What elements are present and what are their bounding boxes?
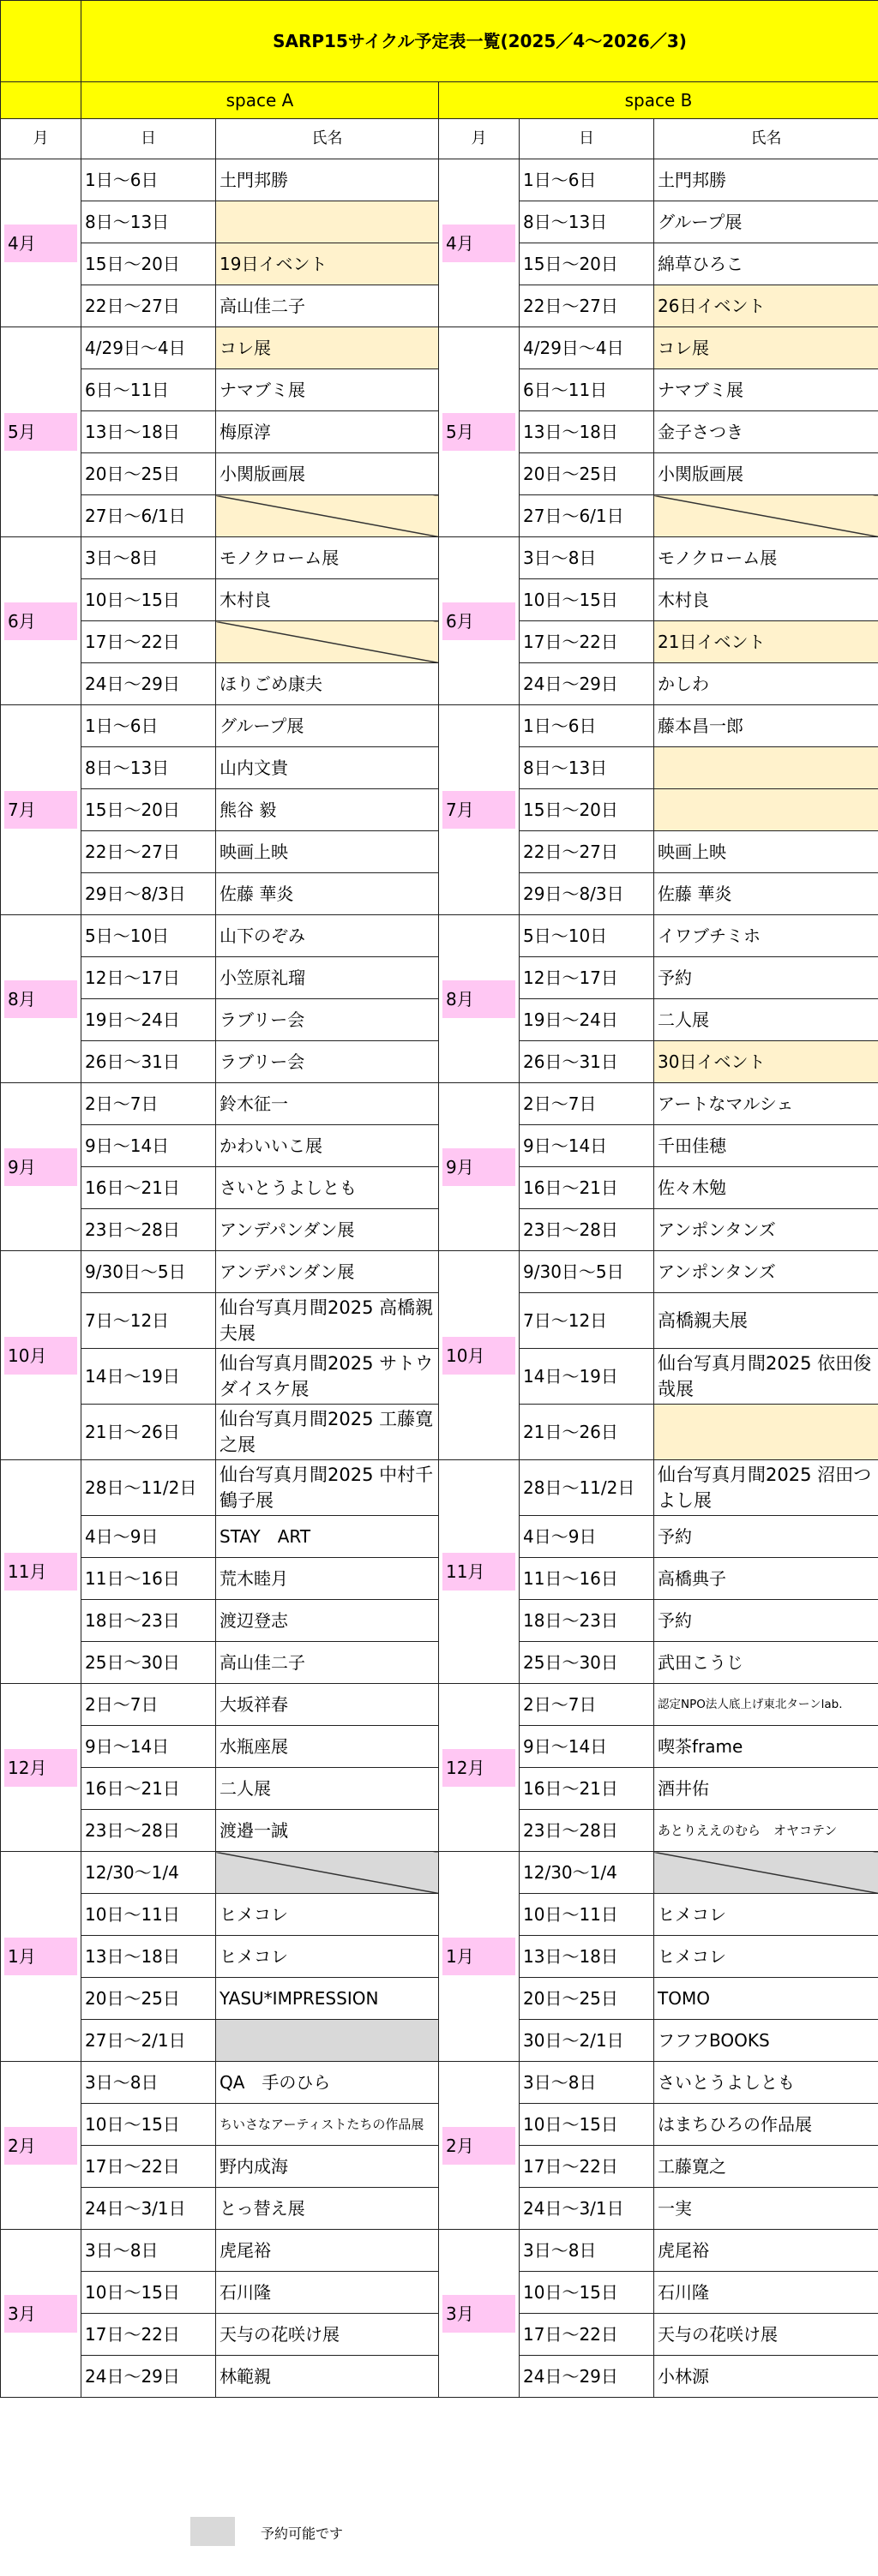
- header-month-a: 月: [1, 119, 81, 159]
- date-range-b: 20日～25日: [520, 1978, 654, 2020]
- exhibitor-name-a: 大坂祥春: [216, 1684, 439, 1726]
- exhibitor-name-a: ラブリー会: [216, 1041, 439, 1083]
- exhibitor-name-a: 石川隆: [216, 2272, 439, 2314]
- schedule-row: [1, 327, 878, 369]
- date-range-a: 15日～20日: [81, 789, 216, 831]
- exhibitor-name-a: 小笠原礼瑠: [216, 957, 439, 999]
- exhibitor-name-b: 武田こうじ: [654, 1642, 878, 1684]
- date-range-a: 3日～8日: [81, 2230, 216, 2272]
- date-range-b: 27日～6/1日: [520, 495, 654, 537]
- exhibitor-name-b: 小関版画展: [654, 453, 878, 495]
- month-label: 3月: [4, 2295, 77, 2333]
- date-range-b: 9/30日～5日: [520, 1251, 654, 1293]
- month-cell-a: [1, 1852, 81, 2062]
- exhibitor-name-a: 水瓶座展: [216, 1726, 439, 1768]
- exhibitor-name-b: 虎尾裕: [654, 2230, 878, 2272]
- exhibitor-name-b: 千田佳穂: [654, 1125, 878, 1167]
- month-label: 8月: [4, 980, 77, 1018]
- date-range-b: 18日～23日: [520, 1600, 654, 1642]
- exhibitor-name-b: ナマブミ展: [654, 369, 878, 411]
- space-row: [1, 82, 878, 119]
- exhibitor-name-b: モノクローム展: [654, 537, 878, 579]
- schedule-row: [1, 1684, 878, 1726]
- exhibitor-name-a: [216, 1852, 439, 1894]
- month-label: 9月: [4, 1148, 77, 1186]
- exhibitor-name-b: 予約: [654, 957, 878, 999]
- header-day-b: 日: [520, 119, 654, 159]
- date-range-a: 2日～7日: [81, 1083, 216, 1125]
- exhibitor-name-b: アートなマルシェ: [654, 1083, 878, 1125]
- schedule-row: [1, 705, 878, 747]
- exhibitor-name-b: 予約: [654, 1600, 878, 1642]
- date-range-b: 23日～28日: [520, 1209, 654, 1251]
- month-cell-b: [439, 537, 520, 705]
- exhibitor-name-b: 予約: [654, 1516, 878, 1558]
- exhibitor-name-b: 天与の花咲け展: [654, 2314, 878, 2356]
- date-range-a: 2日～7日: [81, 1684, 216, 1726]
- exhibitor-name-a: 仙台写真月間2025 工藤寛之展: [216, 1405, 439, 1460]
- month-cell-b: [439, 327, 520, 537]
- space-corner: [1, 82, 81, 119]
- exhibitor-name-b: 高橋典子: [654, 1558, 878, 1600]
- date-range-a: 20日～25日: [81, 453, 216, 495]
- month-cell-a: [1, 705, 81, 915]
- header-name-a: 氏名: [216, 119, 439, 159]
- date-range-a: 17日～22日: [81, 621, 216, 663]
- exhibitor-name-b: TOMO: [654, 1978, 878, 2020]
- month-cell-b: [439, 2062, 520, 2230]
- month-label: 8月: [442, 980, 515, 1018]
- date-range-a: 26日～31日: [81, 1041, 216, 1083]
- schedule-row: [1, 1251, 878, 1293]
- date-range-b: 8日～13日: [520, 747, 654, 789]
- exhibitor-name-b: 酒井佑: [654, 1768, 878, 1810]
- date-range-a: 16日～21日: [81, 1768, 216, 1810]
- space-a-header: space A: [81, 82, 439, 119]
- date-range-a: 6日～11日: [81, 369, 216, 411]
- date-range-b: 7日～12日: [520, 1293, 654, 1349]
- month-label: 1月: [442, 1938, 515, 1975]
- exhibitor-name-b: あとりええのむら オヤコテン: [654, 1810, 878, 1852]
- date-range-b: 24日～29日: [520, 663, 654, 705]
- exhibitor-name-b: 仙台写真月間2025 依田俊哉展: [654, 1349, 878, 1405]
- exhibitor-name-a: [216, 2020, 439, 2062]
- header-month-b: 月: [439, 119, 520, 159]
- date-range-a: 9日～14日: [81, 1726, 216, 1768]
- month-cell-a: [1, 1460, 81, 1684]
- date-range-a: 13日～18日: [81, 1936, 216, 1978]
- date-range-a: 10日～15日: [81, 2104, 216, 2146]
- exhibitor-name-b: 仙台写真月間2025 沼田つよし展: [654, 1460, 878, 1516]
- date-range-b: 3日～8日: [520, 2230, 654, 2272]
- exhibitor-name-b: 小林源: [654, 2356, 878, 2398]
- exhibitor-name-a: ちいさなアーティストたちの作品展: [216, 2104, 439, 2146]
- exhibitor-name-a: 映画上映: [216, 831, 439, 873]
- exhibitor-name-a: ヒメコレ: [216, 1936, 439, 1978]
- exhibitor-name-b: さいとうよしとも: [654, 2062, 878, 2104]
- date-range-a: 15日～20日: [81, 243, 216, 285]
- exhibitor-name-a: さいとうよしとも: [216, 1167, 439, 1209]
- month-cell-b: [439, 705, 520, 915]
- date-range-a: 14日～19日: [81, 1349, 216, 1405]
- month-cell-b: [439, 1460, 520, 1684]
- exhibitor-name-b: コレ展: [654, 327, 878, 369]
- exhibitor-name-a: 渡邉一誠: [216, 1810, 439, 1852]
- date-range-a: 12日～17日: [81, 957, 216, 999]
- month-label: 6月: [4, 602, 77, 640]
- exhibitor-name-a: 高山佳二子: [216, 1642, 439, 1684]
- exhibitor-name-b: 藤本昌一郎: [654, 705, 878, 747]
- month-cell-a: [1, 915, 81, 1083]
- exhibitor-name-a: コレ展: [216, 327, 439, 369]
- legend-swatch: [190, 2517, 235, 2546]
- date-range-a: 4/29日～4日: [81, 327, 216, 369]
- exhibitor-name-a: [216, 495, 439, 537]
- exhibitor-name-a: 梅原淳: [216, 411, 439, 453]
- exhibitor-name-a: ヒメコレ: [216, 1894, 439, 1936]
- schedule-row: [1, 537, 878, 579]
- exhibitor-name-b: 喫茶frame: [654, 1726, 878, 1768]
- date-range-b: 13日～18日: [520, 1936, 654, 1978]
- date-range-a: 20日～25日: [81, 1978, 216, 2020]
- month-cell-b: [439, 2230, 520, 2398]
- month-cell-b: [439, 1852, 520, 2062]
- date-range-a: 27日～2/1日: [81, 2020, 216, 2062]
- exhibitor-name-a: 仙台写真月間2025 中村千鶴子展: [216, 1460, 439, 1516]
- date-range-a: 27日～6/1日: [81, 495, 216, 537]
- title-corner: [1, 1, 81, 82]
- exhibitor-name-a: 林範親: [216, 2356, 439, 2398]
- month-label: 12月: [4, 1749, 77, 1787]
- month-label: 12月: [442, 1749, 515, 1787]
- exhibitor-name-b: 26日イベント: [654, 285, 878, 327]
- month-cell-a: [1, 2062, 81, 2230]
- date-range-b: 10日～11日: [520, 1894, 654, 1936]
- date-range-a: 1日～6日: [81, 705, 216, 747]
- date-range-a: 28日～11/2日: [81, 1460, 216, 1516]
- month-cell-b: [439, 1251, 520, 1460]
- schedule-row: [1, 2230, 878, 2272]
- month-cell-a: [1, 327, 81, 537]
- month-cell-a: [1, 537, 81, 705]
- header-day-a: 日: [81, 119, 216, 159]
- date-range-b: 17日～22日: [520, 2146, 654, 2188]
- date-range-b: 23日～28日: [520, 1810, 654, 1852]
- exhibitor-name-b: 石川隆: [654, 2272, 878, 2314]
- date-range-b: 10日～15日: [520, 579, 654, 621]
- exhibitor-name-a: QA 手のひら: [216, 2062, 439, 2104]
- month-cell-b: [439, 1083, 520, 1251]
- month-cell-a: [1, 1251, 81, 1460]
- exhibitor-name-a: モノクローム展: [216, 537, 439, 579]
- exhibitor-name-a: STAY ART: [216, 1516, 439, 1558]
- exhibitor-name-a: 仙台写真月間2025 サトウダイスケ展: [216, 1349, 439, 1405]
- schedule-row: [1, 1460, 878, 1516]
- date-range-a: 17日～22日: [81, 2314, 216, 2356]
- month-cell-a: [1, 1684, 81, 1852]
- date-range-b: 25日～30日: [520, 1642, 654, 1684]
- month-label: 5月: [4, 413, 77, 451]
- date-range-b: 15日～20日: [520, 789, 654, 831]
- exhibitor-name-b: 高橋親夫展: [654, 1293, 878, 1349]
- date-range-b: 30日～2/1日: [520, 2020, 654, 2062]
- date-range-a: 10日～15日: [81, 579, 216, 621]
- date-range-b: 3日～8日: [520, 537, 654, 579]
- month-cell-a: [1, 2230, 81, 2398]
- month-cell-b: [439, 1684, 520, 1852]
- date-range-b: 24日～29日: [520, 2356, 654, 2398]
- date-range-b: 12/30～1/4: [520, 1852, 654, 1894]
- exhibitor-name-b: 認定NPO法人底上げ東北ターンlab.: [654, 1684, 878, 1726]
- date-range-b: 16日～21日: [520, 1167, 654, 1209]
- exhibitor-name-a: アンデパンダン展: [216, 1209, 439, 1251]
- exhibitor-name-b: 木村良: [654, 579, 878, 621]
- date-range-a: 22日～27日: [81, 831, 216, 873]
- date-range-b: 22日～27日: [520, 831, 654, 873]
- date-range-b: 14日～19日: [520, 1349, 654, 1405]
- exhibitor-name-b: はまちひろの作品展: [654, 2104, 878, 2146]
- exhibitor-name-a: 野内成海: [216, 2146, 439, 2188]
- date-range-a: 23日～28日: [81, 1810, 216, 1852]
- exhibitor-name-a: 虎尾裕: [216, 2230, 439, 2272]
- schedule-row: [1, 1852, 878, 1894]
- exhibitor-name-b: [654, 1852, 878, 1894]
- month-label: 7月: [442, 791, 515, 829]
- exhibitor-name-b: 佐藤 華炎: [654, 873, 878, 915]
- month-label: 4月: [442, 225, 515, 262]
- month-label: 1月: [4, 1938, 77, 1975]
- header-name-b: 氏名: [654, 119, 878, 159]
- date-range-a: 21日～26日: [81, 1405, 216, 1460]
- date-range-b: 26日～31日: [520, 1041, 654, 1083]
- exhibitor-name-b: [654, 1405, 878, 1460]
- exhibitor-name-a: 高山佳二子: [216, 285, 439, 327]
- exhibitor-name-b: 21日イベント: [654, 621, 878, 663]
- date-range-b: 17日～22日: [520, 2314, 654, 2356]
- exhibitor-name-a: 天与の花咲け展: [216, 2314, 439, 2356]
- month-cell-b: [439, 159, 520, 327]
- date-range-b: 8日～13日: [520, 201, 654, 243]
- schedule-row: [1, 159, 878, 201]
- date-range-b: 20日～25日: [520, 453, 654, 495]
- exhibitor-name-b: [654, 747, 878, 789]
- date-range-b: 1日～6日: [520, 159, 654, 201]
- column-header-row: [1, 119, 878, 159]
- date-range-b: 16日～21日: [520, 1768, 654, 1810]
- date-range-b: 22日～27日: [520, 285, 654, 327]
- date-range-a: 16日～21日: [81, 1167, 216, 1209]
- date-range-b: 3日～8日: [520, 2062, 654, 2104]
- date-range-b: 11日～16日: [520, 1558, 654, 1600]
- month-label: 7月: [4, 791, 77, 829]
- exhibitor-name-b: フフフBOOKS: [654, 2020, 878, 2062]
- date-range-b: 29日～8/3日: [520, 873, 654, 915]
- date-range-b: 12日～17日: [520, 957, 654, 999]
- exhibitor-name-a: ナマブミ展: [216, 369, 439, 411]
- month-label: 11月: [442, 1553, 515, 1591]
- date-range-a: 29日～8/3日: [81, 873, 216, 915]
- exhibitor-name-a: かわいいこ展: [216, 1125, 439, 1167]
- date-range-b: 9日～14日: [520, 1125, 654, 1167]
- date-range-a: 11日～16日: [81, 1558, 216, 1600]
- exhibitor-name-b: 二人展: [654, 999, 878, 1041]
- exhibitor-name-a: [216, 621, 439, 663]
- exhibitor-name-b: [654, 495, 878, 537]
- title-row: [1, 1, 878, 82]
- date-range-a: 13日～18日: [81, 411, 216, 453]
- exhibitor-name-a: 渡辺登志: [216, 1600, 439, 1642]
- date-range-b: 4/29日～4日: [520, 327, 654, 369]
- exhibitor-name-a: YASU*IMPRESSION: [216, 1978, 439, 2020]
- exhibitor-name-b: アンポンタンズ: [654, 1251, 878, 1293]
- exhibitor-name-a: 山内文貴: [216, 747, 439, 789]
- date-range-b: 21日～26日: [520, 1405, 654, 1460]
- date-range-a: 24日～3/1日: [81, 2188, 216, 2230]
- date-range-a: 8日～13日: [81, 747, 216, 789]
- exhibitor-name-a: グループ展: [216, 705, 439, 747]
- exhibitor-name-b: 佐々木勉: [654, 1167, 878, 1209]
- month-label: 10月: [442, 1337, 515, 1375]
- date-range-b: 9日～14日: [520, 1726, 654, 1768]
- exhibitor-name-b: 綿草ひろこ: [654, 243, 878, 285]
- legend-label: 予約可能です: [261, 2525, 344, 2542]
- month-label: 3月: [442, 2295, 515, 2333]
- date-range-a: 3日～8日: [81, 2062, 216, 2104]
- date-range-b: 10日～15日: [520, 2104, 654, 2146]
- month-label: 2月: [4, 2127, 77, 2165]
- exhibitor-name-a: 土門邦勝: [216, 159, 439, 201]
- exhibitor-name-a: [216, 201, 439, 243]
- date-range-a: 10日～15日: [81, 2272, 216, 2314]
- date-range-a: 19日～24日: [81, 999, 216, 1041]
- date-range-a: 9/30日～5日: [81, 1251, 216, 1293]
- date-range-a: 18日～23日: [81, 1600, 216, 1642]
- date-range-a: 24日～29日: [81, 663, 216, 705]
- month-label: 9月: [442, 1148, 515, 1186]
- exhibitor-name-a: 仙台写真月間2025 高橋親夫展: [216, 1293, 439, 1349]
- date-range-a: 12/30～1/4: [81, 1852, 216, 1894]
- exhibitor-name-b: アンポンタンズ: [654, 1209, 878, 1251]
- exhibitor-name-a: 荒木睦月: [216, 1558, 439, 1600]
- exhibitor-name-b: ヒメコレ: [654, 1894, 878, 1936]
- date-range-b: 19日～24日: [520, 999, 654, 1041]
- date-range-a: 17日～22日: [81, 2146, 216, 2188]
- date-range-b: 10日～15日: [520, 2272, 654, 2314]
- date-range-a: 23日～28日: [81, 1209, 216, 1251]
- schedule-row: [1, 915, 878, 957]
- exhibitor-name-a: 19日イベント: [216, 243, 439, 285]
- date-range-a: 7日～12日: [81, 1293, 216, 1349]
- exhibitor-name-a: 木村良: [216, 579, 439, 621]
- date-range-a: 24日～29日: [81, 2356, 216, 2398]
- month-cell-a: [1, 159, 81, 327]
- month-label: 5月: [442, 413, 515, 451]
- month-label: 2月: [442, 2127, 515, 2165]
- month-cell-a: [1, 1083, 81, 1251]
- exhibitor-name-b: 工藤寛之: [654, 2146, 878, 2188]
- exhibitor-name-b: グループ展: [654, 201, 878, 243]
- exhibitor-name-a: とっ替え展: [216, 2188, 439, 2230]
- date-range-a: 9日～14日: [81, 1125, 216, 1167]
- month-label: 10月: [4, 1337, 77, 1375]
- month-cell-b: [439, 915, 520, 1083]
- exhibitor-name-b: 映画上映: [654, 831, 878, 873]
- exhibitor-name-a: 佐藤 華炎: [216, 873, 439, 915]
- exhibitor-name-a: 二人展: [216, 1768, 439, 1810]
- exhibitor-name-a: 鈴木征一: [216, 1083, 439, 1125]
- month-label: 4月: [4, 225, 77, 262]
- exhibitor-name-a: 小関版画展: [216, 453, 439, 495]
- exhibitor-name-b: 30日イベント: [654, 1041, 878, 1083]
- date-range-b: 17日～22日: [520, 621, 654, 663]
- date-range-b: 24日～3/1日: [520, 2188, 654, 2230]
- exhibitor-name-b: 土門邦勝: [654, 159, 878, 201]
- exhibitor-name-b: [654, 789, 878, 831]
- date-range-a: 5日～10日: [81, 915, 216, 957]
- month-label: 6月: [442, 602, 515, 640]
- date-range-b: 15日～20日: [520, 243, 654, 285]
- exhibitor-name-b: 金子さつき: [654, 411, 878, 453]
- date-range-b: 2日～7日: [520, 1083, 654, 1125]
- exhibitor-name-b: イワブチミホ: [654, 915, 878, 957]
- date-range-a: 22日～27日: [81, 285, 216, 327]
- exhibitor-name-b: 一実: [654, 2188, 878, 2230]
- date-range-b: 6日～11日: [520, 369, 654, 411]
- date-range-b: 1日～6日: [520, 705, 654, 747]
- schedule-row: [1, 2062, 878, 2104]
- date-range-b: 2日～7日: [520, 1684, 654, 1726]
- exhibitor-name-a: アンデパンダン展: [216, 1251, 439, 1293]
- date-range-b: 4日～9日: [520, 1516, 654, 1558]
- month-label: 11月: [4, 1553, 77, 1591]
- date-range-a: 1日～6日: [81, 159, 216, 201]
- date-range-b: 13日～18日: [520, 411, 654, 453]
- exhibitor-name-a: 熊谷 毅: [216, 789, 439, 831]
- date-range-b: 5日～10日: [520, 915, 654, 957]
- date-range-a: 10日～11日: [81, 1894, 216, 1936]
- schedule-row: [1, 1083, 878, 1125]
- date-range-a: 4日～9日: [81, 1516, 216, 1558]
- date-range-a: 25日～30日: [81, 1642, 216, 1684]
- exhibitor-name-b: かしわ: [654, 663, 878, 705]
- space-b-header: space B: [439, 82, 878, 119]
- exhibitor-name-a: ほりごめ康夫: [216, 663, 439, 705]
- date-range-a: 3日～8日: [81, 537, 216, 579]
- exhibitor-name-b: ヒメコレ: [654, 1936, 878, 1978]
- exhibitor-name-a: ラブリー会: [216, 999, 439, 1041]
- page-title: SARP15サイクル予定表一覧(2025／4～2026／3): [81, 1, 878, 82]
- date-range-b: 28日～11/2日: [520, 1460, 654, 1516]
- exhibitor-name-a: 山下のぞみ: [216, 915, 439, 957]
- date-range-a: 8日～13日: [81, 201, 216, 243]
